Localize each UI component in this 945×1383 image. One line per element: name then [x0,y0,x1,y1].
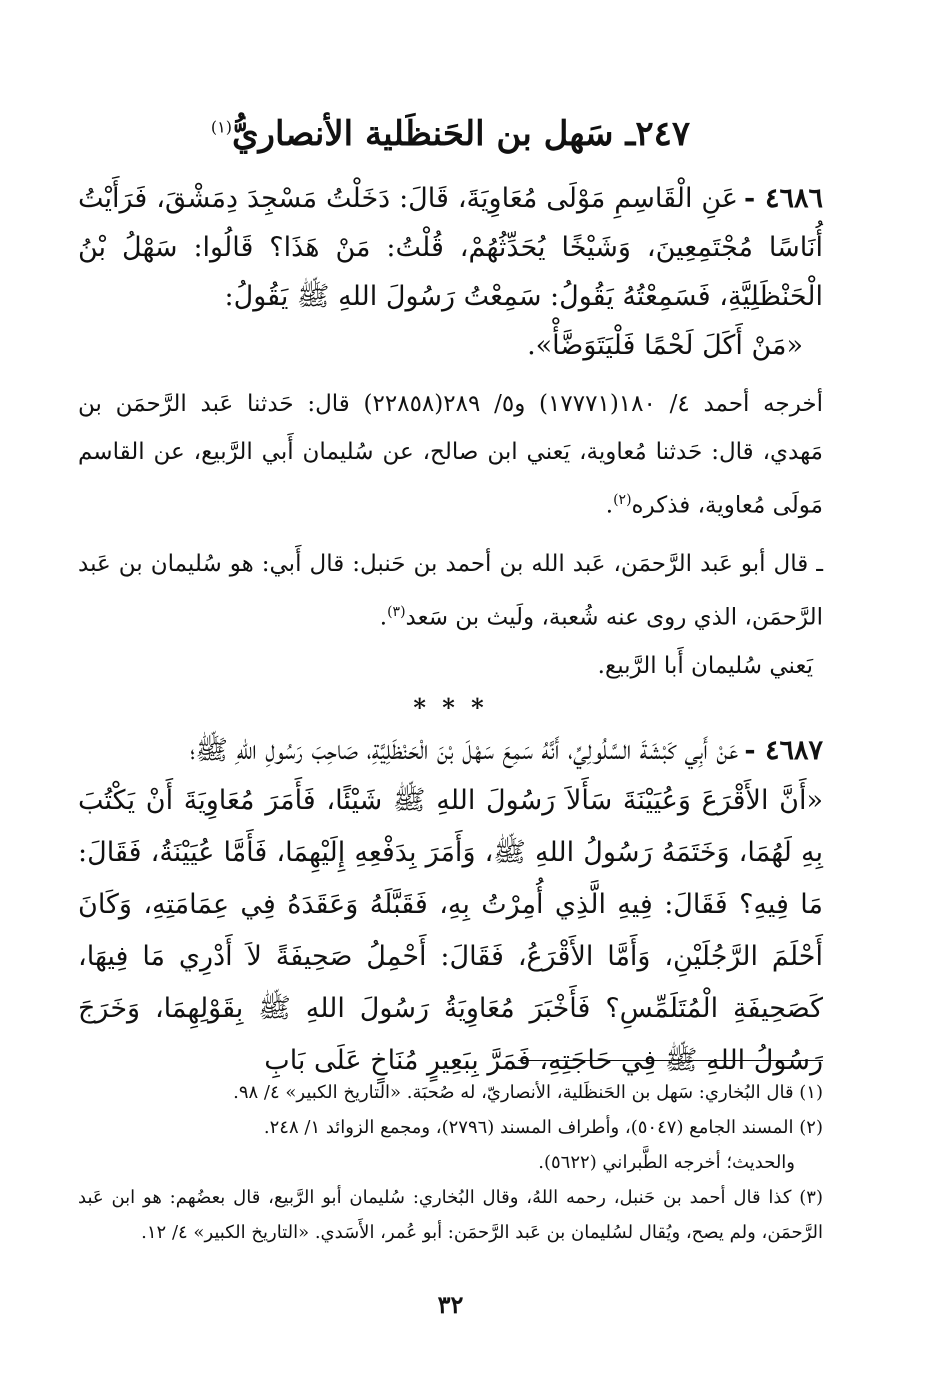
note-footnote-ref[interactable]: (٣) [387,603,406,620]
takhrij-end: . [605,492,614,519]
hadith-4686-note [78,540,823,642]
takhrij-text: أخرجه أحمد ٤/ ١٨٠(١٧٧٧١) و٥/ ٢٨٩(٢٢٨٥٨) قال: حَدثنا عَبد الرَّحمَن بن مَهدي، قال: حَدثنا مُعاوية، يَعني ابن صالح، عن سُليمان أَبي الرَّبيع، عن القاسم مَولَى مُعاوية، فذكره [78,391,824,519]
footnote-3: (٣) كذا قال أحمد بن حَنبل، رحمه اللهُ، وقال البُخاري: سُليمان أبو الرَّبيع، قال بعضُهم: هو ابن عَبد الرَّحمَن، ولم يصح، ويُقال لسُليمان بن عَبد الرَّحمَن: أبو عُمر، الأَسَدي. «التاريخ الكبير» ٤/ ١٢. [78,1187,823,1243]
page-number: ٣٢ [437,1290,464,1319]
section-separator-stars: * * * [413,692,488,722]
hadith-4687-quote: «أَنَّ الأَقْرَعَ وَعُيَيْنَةَ سَأَلاَ رَسُولَ اللهِ ﷺ شَيْئًا، فَأَمَرَ مُعَاوِيَةَ أَنْ يَكْتُبَ بِهِ لَهُمَا، وَخَتَمَهُ رَسُولُ اللهِ ﷺ، وَأَمَرَ بِدَفْعِهِ إِلَيْهِمَا، فَأَمَّا عُيَيْنَةُ، فَقَالَ: مَا فِيهِ؟ فَقَالَ: فِيهِ الَّذِي أُمِرْتُ بِهِ، فَقَبَّلَهُ وَعَقَدَهُ فِي عِمَامَتِهِ، وَكَانَ أَحْلَمَ الرَّجُلَيْنِ، وَأَمَّا الأَقْرَعُ، فَقَالَ: أَحْمِلُ صَحِيفَةً لاَ أَدْرِي مَا فِيهَا، كَصَحِيفَةِ الْمُتَلَمِّسِ؟ فَأَخْبَرَ مُعَاوِيَةُ رَسُولَ اللهِ ﷺ بِقَوْلِهِمَا، وَخَرَجَ رَسُولُ اللهِ ﷺ فِي حَاجَتِهِ، فَمَرَّ بِبَعِيرٍ مُنَاخٍ عَلَى بَابِ [78,784,823,1076]
chapter-separator: ـ [625,114,636,154]
hadith-4686-text [78,174,823,321]
book-page [78,100,823,1330]
footnote-2-continuation: والحديث؛ أخرجه الطَّبراني (٥٦٢٢). [538,1152,795,1173]
footnote-1: (١) قال البُخاري: سَهل بن الحَنظَلية، الأنصاريّ، له صُحبَة. «التاريخ الكبير» ٤/ ٩٨. [233,1082,823,1103]
footnote-divider [518,1060,823,1061]
note-end: . [379,604,388,631]
note-text: ـ قال أبو عَبد الرَّحمَن، عَبد الله بن أحمد بن حَنبل: قال أَبي: هو سُليمان بن عَبد الرَّحمَن، الذي روى عنه شُعبة، ولَيث بن سَعد [78,550,823,631]
hadith-4686-number: ٤٦٨٦ - [744,183,823,215]
chapter-number: ٢٤٧ [635,114,691,154]
chapter-name: سَهل بن الحَنظَلية الأنصاريُّ [231,114,614,154]
takhrij-footnote-ref[interactable]: (٢) [613,492,632,509]
hadith-4687-text [78,726,823,775]
chapter-footnote-ref[interactable]: (١) [210,117,232,137]
hadith-4686-note2: يَعني سُليمان أَبا الرَّبيع. [597,652,813,679]
hadith-4686-takhrij [78,380,823,530]
footnote-2: (٢) المسند الجامع (٥٠٤٧)، وأطراف المسند (٢٧٩٦)، ومجمع الزوائد ١/ ٢٤٨. [263,1117,823,1138]
hadith-4686-quote: «مَنْ أَكَلَ لَحْمًا فَلْيَتَوَضَّأْ». [527,330,803,362]
hadith-4687-body: عَنْ أَبِي كَبْشَةَ السَّلُولِيِّ، أَنَّهُ سَمِعَ سَهْلَ بْنَ الْحَنْظَلِيَّةِ، صَاحِبَ رَسُولِ اللهِ ﷺ؛ [189,734,739,766]
chapter-title [78,112,823,156]
footnotes-section [78,1075,823,1250]
hadith-4687-number: ٤٦٨٧ - [744,734,823,766]
hadith-4686-body: عَنِ الْقَاسِمِ مَوْلَى مُعَاوِيَةَ، قَالَ: دَخَلْتُ مَسْجِدَ دِمَشْقَ، فَرَأَيْتُ أُنَاسًا مُجْتَمِعِينَ، وَشَيْخًا يُحَدِّثُهُمْ، قُلْتُ: مَنْ هَذَا؟ قَالُوا: سَهْلُ بْنُ الْحَنْظَلِيَّةِ، فَسَمِعْتُهُ يَقُولُ: سَمِعْتُ رَسُولَ اللهِ ﷺ يَقُولُ: [78,183,823,313]
